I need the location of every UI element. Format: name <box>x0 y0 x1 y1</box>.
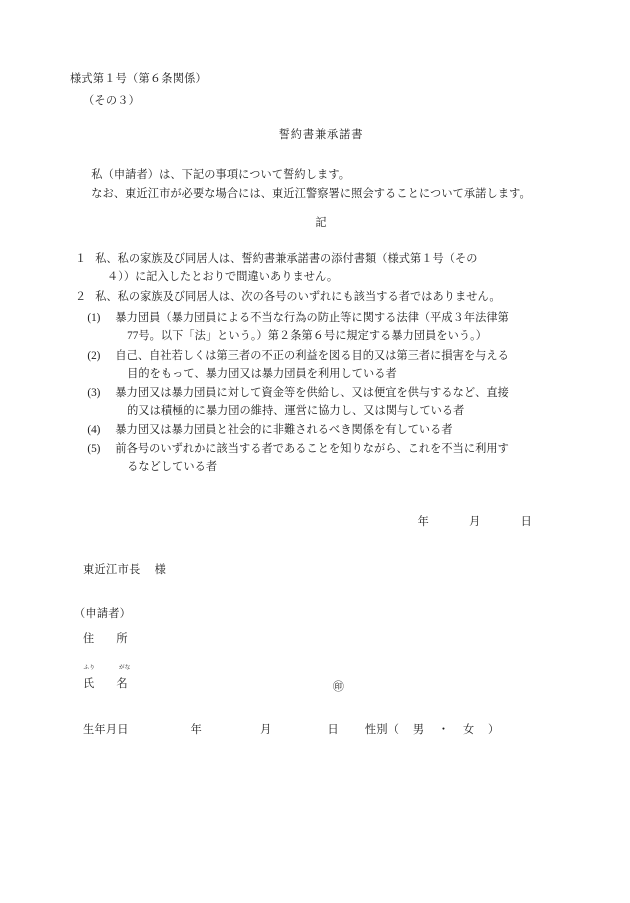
address-field-row <box>70 630 580 648</box>
subclause-text-line1: 暴力団員（暴力団員による不当な行為の防止等に関する法律（平成３年法律第 <box>115 312 509 325</box>
subclause-text <box>115 347 580 383</box>
clause-number: ２ <box>75 291 87 304</box>
addressee-honorific: 様 <box>154 563 167 576</box>
applicant-section <box>70 605 580 740</box>
subclause-text-line1: 前各号のいずれかに該当する者であることを知りながら、これを不当に利用す <box>115 443 509 456</box>
birth-year-label: 年 <box>190 724 203 737</box>
subclause-text-line1: 暴力団又は暴力団員と社会的に非難されるべき関係を有している者 <box>115 424 453 437</box>
seal-icon: ㊞ <box>332 681 344 694</box>
clause-number: １ <box>75 252 87 265</box>
subclause-text-line2: るなどしている者 <box>127 461 218 474</box>
name-field-row <box>70 665 580 694</box>
subclause-item <box>70 440 580 476</box>
birth-date-label: 生年月日 <box>83 724 129 737</box>
clause-text-line2: ４））に記入したとおりで間違いありません。 <box>106 270 339 283</box>
lead-line-2: なお、東近江市が必要な場合には、東近江警察署に照会することについて承諾します。 <box>91 187 531 200</box>
applicant-heading: （申請者） <box>74 607 132 620</box>
subclause-list <box>70 309 580 476</box>
subclause-number: (4) <box>87 424 101 437</box>
subclause-number: (5) <box>87 443 101 456</box>
name-label-a: 氏 <box>83 678 95 691</box>
name-label <box>83 665 131 693</box>
clause-list <box>70 250 580 477</box>
address-label-a: 住 <box>83 632 95 645</box>
sex-options[interactable]: （ 男 ・ 女 ） <box>387 724 501 737</box>
name-furigana-a: ふり <box>83 665 95 672</box>
subclause-text <box>115 309 580 345</box>
form-sub-number: （その３） <box>83 95 141 108</box>
clause-text <box>95 288 580 306</box>
clause-text-line1: 私、私の家族及び同居人は、次の各号のいずれにも該当する者ではありません。 <box>95 291 501 304</box>
addressee-name: 東近江市長 <box>83 563 141 576</box>
birth-date-row <box>70 721 580 739</box>
form-number: 様式第１号（第６条関係） <box>70 73 207 85</box>
addressee <box>70 561 580 579</box>
birth-day-label: 日 <box>327 724 339 737</box>
document-title: 誓約書兼承諾書 <box>278 129 364 142</box>
lead-paragraphs <box>70 166 580 202</box>
name-furigana-b: がな <box>119 665 131 672</box>
sex-label: 性別 <box>364 724 388 737</box>
subclause-text <box>115 421 580 439</box>
subclause-item <box>70 421 580 439</box>
date-year-label: 年 <box>417 515 430 528</box>
subclause-text-line1: 自己、自社若しくは第三者の不正の利益を図る目的又は第三者に損害を与える <box>115 349 509 362</box>
address-label-b: 所 <box>116 632 128 645</box>
subclause-item <box>70 309 580 345</box>
name-label-b: 名 <box>116 678 128 691</box>
lead-line-1: 私（申請者）は、下記の事項について誓約します。 <box>91 169 351 182</box>
subclause-number: (2) <box>87 349 101 362</box>
date-day-label: 日 <box>520 515 532 528</box>
address-label <box>83 630 128 648</box>
clause-item <box>70 250 580 286</box>
subclause-number: (3) <box>87 386 101 399</box>
subclause-text <box>115 384 580 420</box>
date-month-label: 月 <box>469 515 481 528</box>
subclause-item <box>70 384 580 420</box>
subclause-text-line2: 目的をもって、暴力団又は暴力団員を利用している者 <box>127 367 397 380</box>
birth-month-label: 月 <box>260 724 272 737</box>
subclause-text-line1: 暴力団又は暴力団員に対して資金等を供給し、又は便宜を供与するなど、直接 <box>115 386 509 399</box>
subclause-number: (1) <box>87 312 101 325</box>
subclause-text-line2: 77号。以下「法」という。）第２条第６号に規定する暴力団員をいう。） <box>127 330 488 343</box>
date-line <box>70 513 580 531</box>
ki-marker: 記 <box>315 216 327 229</box>
subclause-text-line2: 的又は積極的に暴力団の維持、運営に協力し、又は関与している者 <box>127 404 465 417</box>
clause-text <box>95 250 580 286</box>
clause-item <box>70 288 580 306</box>
clause-text-line1: 私、私の家族及び同居人は、誓約書兼承諾書の添付書類（様式第１号（その <box>95 252 478 265</box>
subclause-text <box>115 440 580 476</box>
subclause-item <box>70 347 580 383</box>
